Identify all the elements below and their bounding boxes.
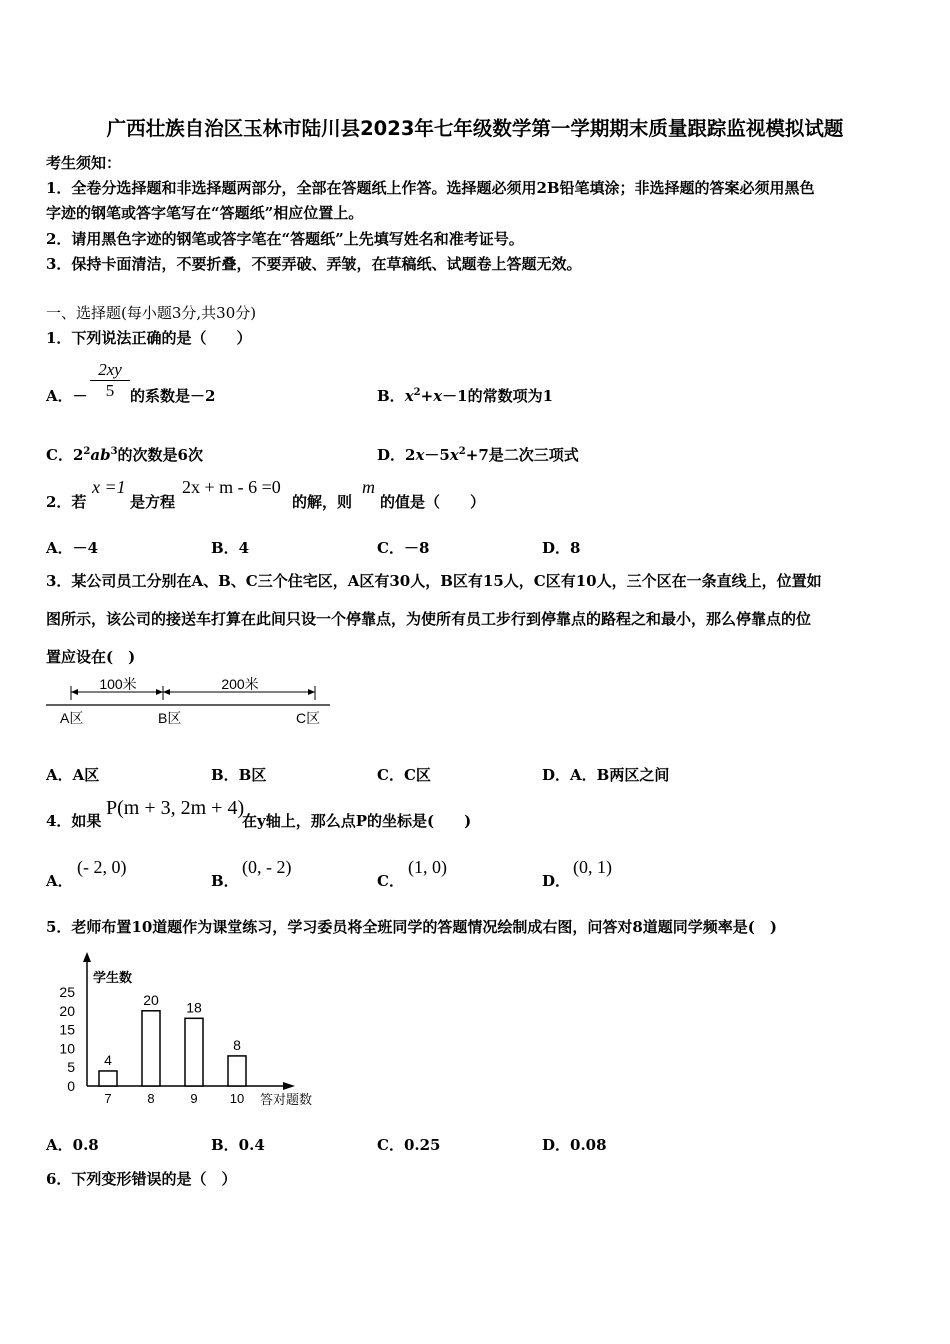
q5-option-b: B．0.4 <box>211 1136 265 1154</box>
q2-mid: 是方程 <box>130 493 176 511</box>
q3-option-d: D．A．B两区之间 <box>542 766 670 784</box>
x-tick-label: 8 <box>147 1091 155 1106</box>
bar <box>142 1011 160 1086</box>
x-tick-label: 7 <box>104 1091 112 1106</box>
q3-stem-line: 置应设在( ) <box>46 648 136 666</box>
bar-value-label: 4 <box>104 1051 112 1068</box>
q4-option-c-value: (1, 0) <box>408 857 447 877</box>
x-tick-label: 9 <box>190 1091 198 1106</box>
x-tick-label: 10 <box>229 1091 245 1106</box>
bar <box>185 1018 203 1086</box>
q2-option-a: A．－4 <box>46 539 99 557</box>
notice-item: 2．请用黑色字迹的钢笔或答字笔在“答题纸”上先填写姓名和准考证号。 <box>46 230 524 248</box>
q4-prefix: 4．如果 <box>46 812 102 830</box>
q4-option-a-value: (- 2, 0) <box>77 857 127 877</box>
q3-option-a: A．A区 <box>46 766 100 784</box>
notice-item: 1．全卷分选择题和非选择题两部分，全部在答题纸上作答。选择题必须用2B铅笔填涂；非选择题的答案必须用黑色 <box>46 179 815 197</box>
point-c-label: C区 <box>296 710 321 726</box>
q4-expression: P(m + 3, 2m + 4) <box>106 797 245 819</box>
y-tick-label: 5 <box>67 1059 75 1076</box>
q4-suffix: 在y轴上，那么点P的坐标是( ) <box>242 812 472 830</box>
q2-prefix: 2．若 <box>46 493 87 511</box>
fraction-numerator: 2xy <box>98 360 122 379</box>
y-tick-label: 25 <box>59 984 75 1000</box>
q3-option-c: C．C区 <box>377 766 431 784</box>
x-axis-arrow <box>283 1082 295 1090</box>
q1-option-b: B．$x^2+x-1$的常数项为1 <box>377 387 554 405</box>
q2-condition: x =1 <box>92 477 126 497</box>
q2-suffix: 的值是（ ） <box>380 493 486 511</box>
q3-number-line-diagram <box>40 672 340 732</box>
point-b-label: B区 <box>158 710 182 726</box>
q4-option-d-value: (0, 1) <box>573 857 612 877</box>
q1-stem: 1．下列说法正确的是（ ） <box>46 329 252 347</box>
q5-option-d: D．0.08 <box>542 1136 607 1154</box>
q3-option-b: B．B区 <box>211 766 267 784</box>
q1-option-a-label: A．－ <box>46 387 88 405</box>
y-tick-label: 20 <box>59 1002 75 1019</box>
q2-variable: m <box>362 477 375 497</box>
q4-option-c-label: C． <box>377 872 404 890</box>
q1-option-d: D．$2x-5x^2+7$是二次三项式 <box>377 446 579 464</box>
bar <box>228 1056 246 1086</box>
q2-option-b: B．4 <box>211 539 250 557</box>
q4-option-b-label: B． <box>211 872 239 890</box>
q4-option-d-label: D． <box>542 872 571 890</box>
exam-title: 广西壮族自治区玉林市陆川县2023年七年级数学第一学期期末质量跟踪监视模拟试题 <box>106 117 844 140</box>
q6-stem: 6．下列变形错误的是（ ） <box>46 1170 237 1188</box>
y-tick-label: 0 <box>67 1078 75 1094</box>
q1-fraction <box>90 360 130 401</box>
y-tick-label: 15 <box>59 1021 75 1038</box>
y-axis-arrow <box>83 952 91 962</box>
q2-equation: 2x + m - 6 =0 <box>182 477 281 497</box>
bar-value-label: 20 <box>143 991 159 1008</box>
y-axis-label: 学生数 <box>93 970 133 985</box>
q1-option-a-text: 的系数是－2 <box>130 387 216 405</box>
q2-option-d: D．8 <box>542 539 581 557</box>
section-heading: 一、选择题(每小题3分,共30分) <box>46 304 257 322</box>
fraction-denominator: 5 <box>90 380 130 401</box>
q5-bar-chart <box>55 950 335 1115</box>
distance-label: 100米 <box>99 676 137 692</box>
q2-option-c: C．－8 <box>377 539 430 557</box>
q4-option-a-label: A． <box>46 872 73 890</box>
notice-heading: 考生须知： <box>46 154 122 172</box>
notice-item: 3．保持卡面清洁，不要折叠，不要弄破、弄皱，在草稿纸、试题卷上答题无效。 <box>46 255 582 273</box>
point-a-label: A区 <box>60 710 84 726</box>
bar-value-label: 8 <box>233 1036 241 1053</box>
notice-item: 字迹的钢笔或答字笔写在“答题纸”相应位置上。 <box>46 204 364 222</box>
bar-value-label: 18 <box>186 999 202 1016</box>
q5-option-c: C．0.25 <box>377 1136 441 1154</box>
q3-stem-line: 3．某公司员工分别在A、B、C三个住宅区，A区有30人，B区有15人，C区有10人，三个区在一条直线上，位置如 <box>46 572 822 590</box>
y-tick-label: 10 <box>59 1040 75 1057</box>
q4-option-b-value: (0, - 2) <box>242 857 292 877</box>
bar <box>99 1071 117 1086</box>
x-axis-label: 答对题数 <box>260 1092 313 1107</box>
q5-option-a: A．0.8 <box>46 1136 99 1154</box>
distance-label: 200米 <box>221 676 259 692</box>
q1-option-c: C．$2^2ab^3$的次数是6次 <box>46 446 203 464</box>
q3-stem-line: 图所示，该公司的接送车打算在此间只设一个停靠点，为使所有员工步行到停靠点的路程之和最小，那么停靠点的位 <box>46 610 812 628</box>
q5-stem: 5．老师布置10道题作为课堂练习，学习委员将全班同学的答题情况绘制成右图，问答对8道题同学频率是( ) <box>46 918 777 936</box>
q2-mid2: 的解，则 <box>292 493 353 511</box>
